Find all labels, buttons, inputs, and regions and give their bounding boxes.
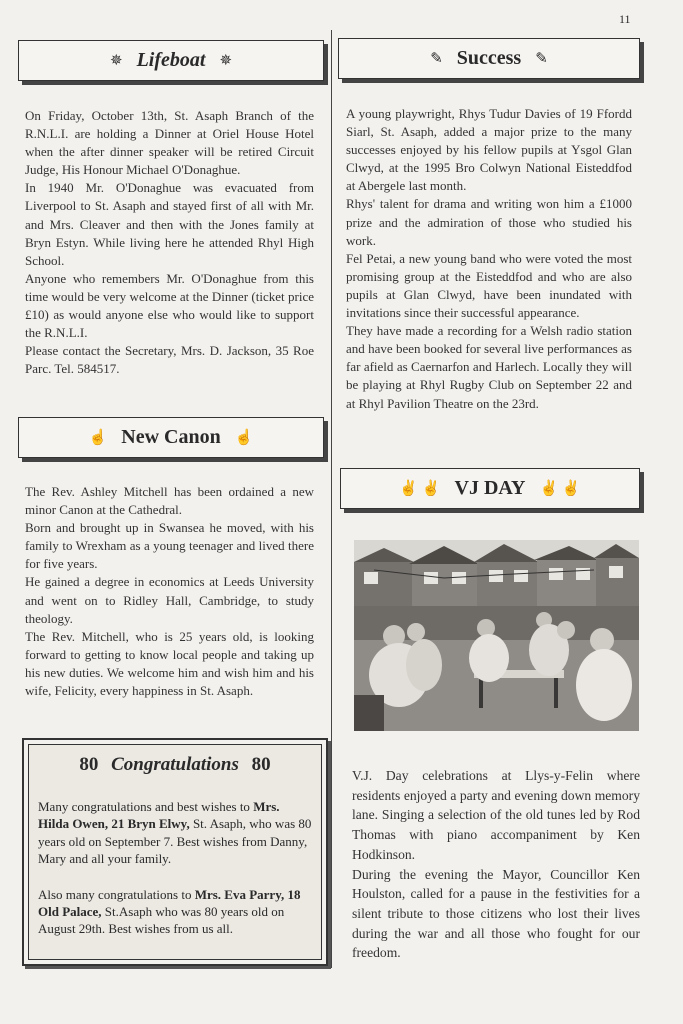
congratulations-paragraph [38,798,312,868]
article-paragraph: They have made a recording for a Welsh radio station and have been booked for several live performances as far afield as Caernarfon and Harlech. Locally they will be playing at Rhyl Rugby Club on September 22 and at Rhyl Pavilion Theatre on the 23rd. [346,323,632,411]
age-number: 80 [251,754,271,775]
text-run: St. Asaph, who was 80 years old on September 7. Best wishes from Danny, Mary and all your family. [38,816,312,867]
pen-icon: ✎ [430,51,443,67]
article-paragraph: In 1940 Mr. O'Donaghue was evacuated from Liverpool to St. Asaph and stayed first of all with Mr. and Mrs. Cleaver and then with the Jones family at Bryn Estyn. While living here he attended Rhyl High School. [25,180,314,268]
success-heading [338,38,640,79]
vj-day-heading [340,468,640,509]
column-divider [331,30,332,968]
text-run: St.Asaph who was 80 years old on August 29th. Best wishes from us all. [38,904,285,937]
vj-day-caption [352,766,640,963]
victory-hand-icon: ✌ ✌ [539,481,581,497]
article-paragraph: Born and brought up in Swansea he moved, with his family to Wrexham as a young teenager and lived there for five years. [25,520,314,572]
article-paragraph: The Rev. Ashley Mitchell has been ordained a new minor Canon at the Cathedral. [25,484,314,518]
congratulations-heading [38,754,312,776]
page-number: 11 [619,12,631,26]
new-canon-title: New Canon [121,426,221,448]
article-paragraph: Please contact the Secretary, Mrs. D. Jackson, 35 Roe Parc. Tel. 584517. [25,343,314,377]
new-canon-heading [18,417,324,458]
lifeboat-title: Lifeboat [136,49,206,71]
text-run: Many congratulations and best wishes to [38,799,254,814]
article-paragraph: V.J. Day celebrations at Llys-y-Felin where residents enjoyed a party and evening down memory lane. Singing a selection of the old tunes led by Rod Thomas with piano accompaniment by Ken Hodkinson. [352,768,640,862]
pen-icon: ✎ [535,51,548,67]
article-paragraph: A young playwright, Rhys Tudur Davies of 19 Ffordd Siarl, St. Asaph, added a major prize to the many successes enjoyed by his fellow pupils at Ysgol Glan Clwyd, at the 1995 Bro Colwyn National Eisteddfod at Abergele last month. [346,106,632,194]
article-paragraph: During the evening the Mayor, Councillor Ken Houlston, called for a pause in the festivities for a silent tribute to those citizens who lost their lives during the war and all those who fought for our freedom. [352,866,640,961]
lifeboat-article [25,107,314,378]
article-paragraph: Anyone who remembers Mr. O'Donaghue from this time would be very welcome at the Dinner (ticket price £10) as would anyone else who would like to support the R.N.L.I. [25,270,314,341]
congratulations-title: Congratulations [111,754,239,775]
success-title: Success [456,47,522,69]
article-paragraph: The Rev. Mitchell, who is 25 years old, is looking forward to getting to know local people and taking up his new duties. We welcome him and wish him and his wife, Felicity, every happiness in St. Asaph. [25,628,314,699]
article-paragraph: Fel Petai, a new young band who were voted the most promising group at the Eisteddfod and who are also pupils at Glan Clwyd, have been inundated with invitations since their successful appearance. [346,250,632,321]
pointing-hand-icon: ☝ [234,430,254,446]
article-paragraph: On Friday, October 13th, St. Asaph Branch of the R.N.L.I. are holding a Dinner at Oriel House Hotel when the after dinner speaker will be retired Circuit Judge, His Honour Michael O'Donaghue. [25,108,314,178]
lifeboat-heading [18,40,324,81]
new-canon-article [25,483,314,700]
congratulations-box [22,738,328,966]
article-paragraph: He gained a degree in economics at Leeds University and went on to Ridley Hall, Cambridge, to study theology. [25,574,314,626]
age-number: 80 [79,754,99,775]
article-paragraph: Rhys' talent for drama and writing won him a £1000 prize and the admiration of those who studied his work. [346,196,632,248]
victory-hand-icon: ✌ ✌ [399,481,441,497]
honoree-name: Mrs. Eva Parry, 18 Old Palace, [38,886,301,920]
wheel-icon: ✵ [109,53,123,69]
congratulations-paragraph [38,886,312,938]
vj-day-photo [354,540,639,731]
vj-day-title: VJ DAY [454,477,526,499]
pointing-hand-icon: ☝ [88,430,108,446]
honoree-name: Mrs. Hilda Owen, 21 Bryn Elwy, [38,799,280,832]
text-run: Also many congratulations to [38,886,195,902]
success-article [346,105,632,413]
wheel-icon: ✵ [219,53,233,69]
